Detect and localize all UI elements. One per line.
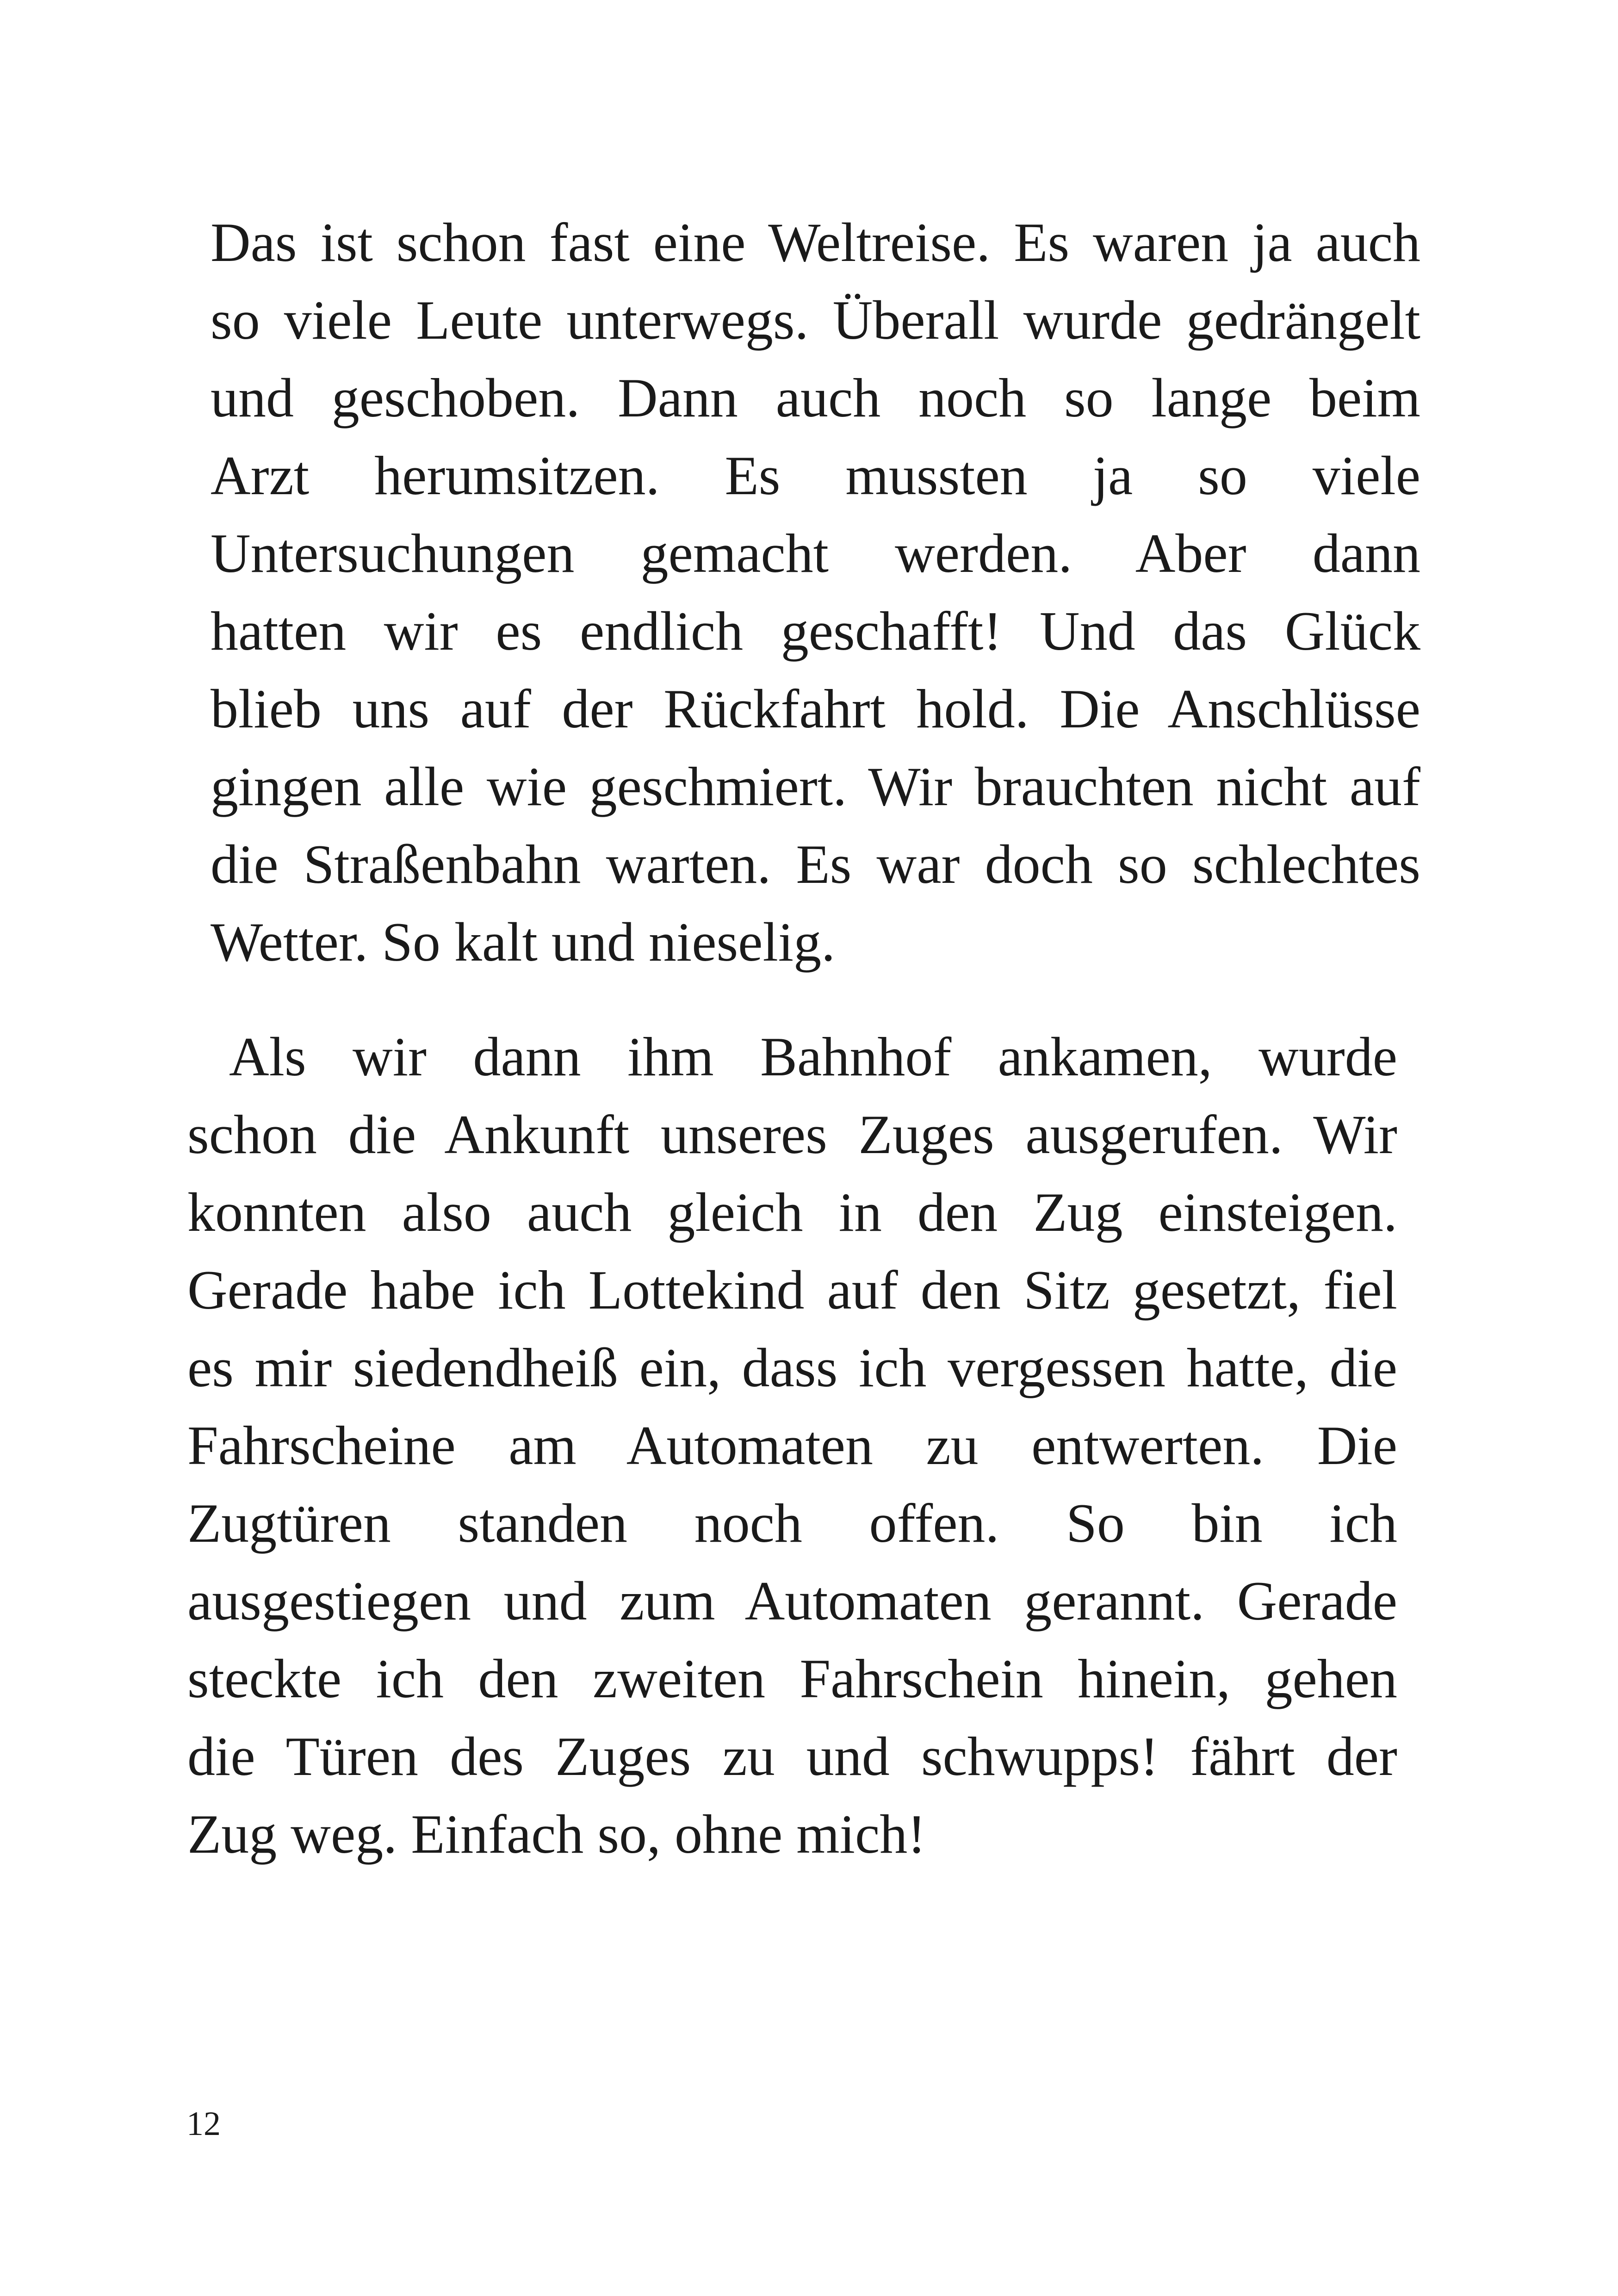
text-line: Untersuchungen gemacht werden. Aber dann [211,522,1420,584]
text-line: Das ist schon fast eine Weltreise. Es waren ja auch [211,211,1420,273]
text-line: hatten wir es endlich geschafft! Und das Glück [211,600,1420,662]
page-number: 12 [186,2105,221,2143]
paragraph-1 [211,204,1420,981]
text-line: Fahrscheine am Automaten zu entwerten. Die [187,1415,1397,1476]
text-line: und geschoben. Dann auch noch so lange beim [211,367,1420,428]
text-line: es mir siedendheiß ein, dass ich vergessen hatte, die [187,1337,1397,1398]
text-line: Als wir dann ihm Bahnhof ankamen, wurde [229,1026,1397,1087]
text-line: die Straßenbahn warten. Es war doch so schlechtes [211,833,1420,895]
text-line: Arzt herumsitzen. Es mussten ja so viele [211,445,1420,506]
paragraph-2 [187,1018,1397,1873]
text-line: so viele Leute unterwegs. Überall wurde gedrängelt [211,289,1420,351]
text-line: die Türen des Zuges zu und schwupps! fährt der [187,1725,1397,1787]
text-line: Zugtüren standen noch offen. So bin ich [187,1492,1397,1554]
text-line: Wetter. So kalt und nieselig. [211,911,836,973]
text-line: Gerade habe ich Lottekind auf den Sitz gesetzt, fiel [187,1259,1397,1321]
text-line: ausgestiegen und zum Automaten gerannt. Gerade [187,1570,1397,1632]
text-line: gingen alle wie geschmiert. Wir brauchten nicht auf [211,756,1420,817]
text-line: blieb uns auf der Rückfahrt hold. Die Anschlüsse [211,678,1420,739]
text-line: steckte ich den zweiten Fahrschein hinein, gehen [187,1648,1397,1709]
text-line: Zug weg. Einfach so, ohne mich! [187,1803,926,1865]
text-line: konnten also auch gleich in den Zug einsteigen. [187,1181,1397,1243]
text-line: schon die Ankunft unseres Zuges ausgerufen. Wir [187,1104,1397,1165]
